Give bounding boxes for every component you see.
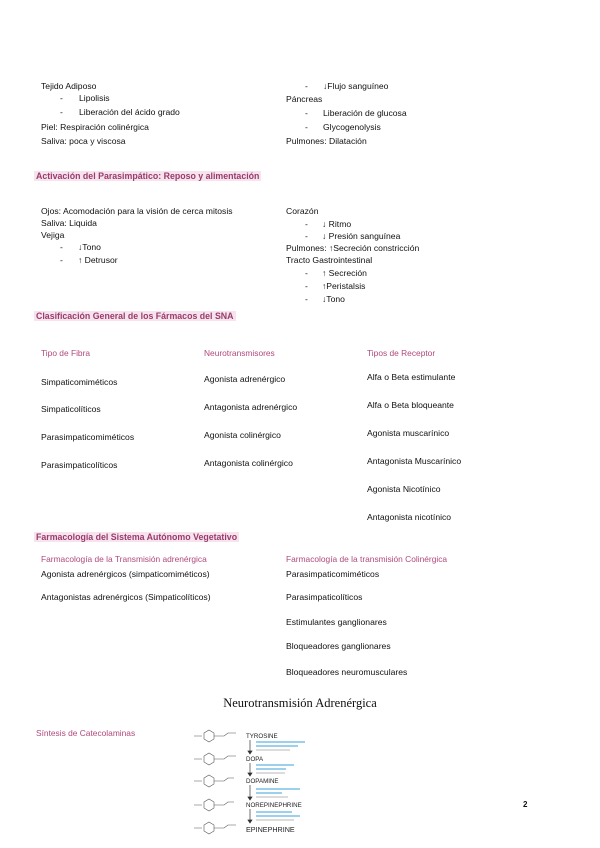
list-item: Parasimpaticomiméticos [286, 569, 380, 579]
list-item: Antagonistas adrenérgicos (Simpaticolíticos) [41, 592, 211, 602]
list-item: Lipolisis [79, 93, 110, 103]
list-item: Liberación de glucosa [323, 108, 407, 118]
column-header-neurotransmisores: Neurotransmisores [204, 348, 275, 358]
list-item: ↓ Ritmo [322, 219, 352, 229]
table-cell: Antagonista nicotínico [367, 512, 452, 522]
page-title: Neurotransmisión Adrenérgica [223, 696, 377, 710]
catecholamine-synthesis-figure [190, 726, 330, 836]
arrow-down-icon [248, 773, 252, 776]
bullet-dash: - [305, 268, 308, 278]
table-cell: Antagonista adrenérgico [204, 402, 298, 412]
norepinephrine-structure-icon [194, 799, 234, 811]
subheading-sintesis: Síntesis de Catecolaminas [36, 728, 136, 738]
list-item: Bloqueadores neuromusculares [286, 667, 408, 677]
table-cell: Simpaticolíticos [41, 404, 101, 414]
table-cell: Agonista Nicotínico [367, 484, 441, 494]
bullet-dash: - [305, 81, 308, 91]
section-heading-parasimpatico: Activación del Parasimpático: Reposo y alimentación [36, 171, 260, 181]
table-cell: Antagonista Muscarínico [367, 456, 462, 466]
dopamine-structure-icon [194, 775, 234, 787]
bullet-dash: - [60, 242, 63, 252]
arrow-down-icon [248, 797, 252, 800]
bullet-dash: - [305, 122, 308, 132]
bullet-dash: - [305, 294, 308, 304]
bullet-dash: - [60, 93, 63, 103]
pulmones-line: Pulmones: Dilatación [286, 136, 367, 146]
list-item: Parasimpaticolíticos [286, 592, 363, 602]
list-item: Liberación del ácido grado [79, 107, 180, 117]
list-item: ↓Tono [78, 242, 101, 252]
bullet-dash: - [305, 281, 308, 291]
compound-tyrosine: TYROSINE [246, 733, 278, 740]
list-item: Agonista adrenérgicos (simpaticomiméticos) [41, 569, 210, 579]
subheading-adrenergica: Farmacología de la Transmisión adrenérgica [41, 554, 207, 564]
arrow-down-icon [248, 820, 252, 823]
table-cell: Simpaticomiméticos [41, 377, 118, 387]
column-header-fibra: Tipo de Fibra [41, 348, 91, 358]
list-item: Estimulantes ganglionares [286, 617, 387, 627]
pancreas-label: Páncreas [286, 94, 323, 104]
saliva-line: Saliva: poca y viscosa [41, 136, 126, 146]
table-cell: Parasimpaticomiméticos [41, 432, 135, 442]
list-item: Bloqueadores ganglionares [286, 641, 391, 651]
table-cell: Alfa o Beta estimulante [367, 372, 456, 382]
ojos-line: Ojos: Acomodación para la visión de cerca mitosis [41, 206, 233, 216]
list-item: ↓ Presión sanguínea [322, 231, 401, 241]
list-item: ↑ Secreción [322, 268, 367, 278]
section-heading-clasificacion: Clasificación General de los Fármacos del SNA [36, 311, 234, 321]
column-header-receptor: Tipos de Receptor [367, 348, 436, 358]
compound-norepinephrine: NOREPINEPHRINE [246, 802, 302, 809]
epinephrine-structure-icon [194, 822, 236, 834]
bullet-dash: - [305, 219, 308, 229]
list-item: ↑Peristalsis [322, 281, 366, 291]
subheading-colinergica: Farmacología de la transmisión Colinérgica [286, 554, 448, 564]
compound-dopa: DOPA [246, 756, 264, 763]
pulmones-line: Pulmones: ↑Secreción constricción [286, 243, 420, 253]
table-cell: Agonista colinérgico [204, 430, 281, 440]
piel-line: Piel: Respiración colinérgica [41, 122, 149, 132]
list-item: Glycogenolysis [323, 122, 381, 132]
vejiga-label: Vejiga [41, 230, 65, 240]
bullet-dash: - [60, 255, 63, 265]
bullet-dash: - [60, 107, 63, 117]
tracto-label: Tracto Gastrointestinal [286, 255, 373, 265]
page-number: 2 [523, 800, 528, 809]
synthesis-diagram [190, 726, 330, 836]
compound-dopamine: DOPAMINE [246, 778, 279, 785]
bullet-dash: - [305, 231, 308, 241]
table-cell: Parasimpaticolíticos [41, 460, 118, 470]
table-cell: Alfa o Beta bloqueante [367, 400, 454, 410]
dopa-structure-icon [194, 753, 236, 765]
tyrosine-structure-icon [194, 730, 236, 742]
tejido-adiposo-label: Tejido Adiposo [41, 81, 97, 91]
section-heading-farmacologia: Farmacología del Sistema Autónomo Vegetativo [36, 532, 238, 542]
table-cell: Antagonista colinérgico [204, 458, 293, 468]
table-cell: Agonista adrenérgico [204, 374, 286, 384]
corazon-label: Corazón [286, 206, 319, 216]
arrow-down-icon [248, 751, 252, 754]
list-item: ↑ Detrusor [78, 255, 118, 265]
table-cell: Agonista muscarínico [367, 428, 450, 438]
saliva-line: Saliva: Liquida [41, 218, 97, 228]
flujo-line: ↓Flujo sanguíneo [323, 81, 389, 91]
compound-epinephrine: EPINEPHRINE [246, 825, 295, 834]
list-item: ↓Tono [322, 294, 345, 304]
bullet-dash: - [305, 108, 308, 118]
